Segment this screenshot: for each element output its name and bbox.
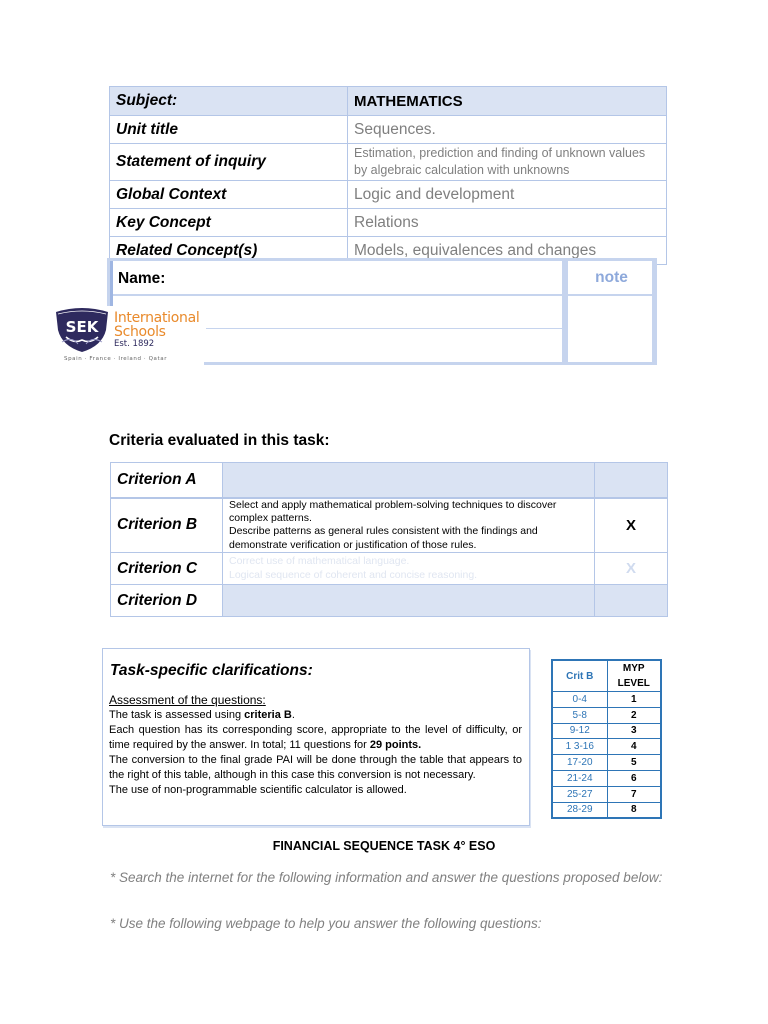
- score-range: 0-4: [552, 692, 607, 708]
- sek-international-schools-logo: [52, 306, 204, 368]
- calculator-paragraph: The use of non-programmable scientific calculator is allowed.: [109, 784, 407, 796]
- name-divider-line: [113, 294, 565, 296]
- related-concepts-value: Models, equivalences and changes: [348, 237, 667, 265]
- table-row: [552, 770, 661, 786]
- task-clarifications-title: Task-specific clarifications:: [110, 662, 313, 679]
- myp-level: 5: [607, 755, 661, 771]
- criterion-mark: X: [595, 498, 668, 553]
- key-concept-value: Relations: [348, 209, 667, 237]
- statement-of-inquiry-label: Statement of inquiry: [110, 144, 348, 181]
- crit-b-header: Crit B: [552, 660, 607, 692]
- sek-shield-icon: [52, 306, 112, 356]
- criterion-description-line: Describe patterns as general rules consistent with the findings and demonstrate verification or justification of those rules.: [229, 525, 538, 551]
- criterion-name: Criterion B: [111, 498, 223, 553]
- criterion-row: [111, 585, 668, 617]
- score-range: 17-20: [552, 755, 607, 771]
- criterion-description-line: Select and apply mathematical problem-solving techniques to discover complex patterns.: [229, 498, 557, 524]
- logo-text-established: Est. 1892: [114, 339, 155, 349]
- criterion-mark: X: [595, 553, 668, 585]
- unit-title-value: Sequences.: [348, 116, 667, 144]
- note-divider-line: [568, 294, 655, 296]
- criterion-description: [223, 553, 595, 585]
- assessment-heading: Assessment of the questions:: [109, 693, 266, 707]
- table-row: [552, 755, 661, 771]
- global-context-value: Logic and development: [348, 181, 667, 209]
- table-row: [552, 707, 661, 723]
- score-range: 5-8: [552, 707, 607, 723]
- global-context-label: Global Context: [110, 181, 348, 209]
- logo-text-international: International: [114, 310, 200, 326]
- criterion-row: [111, 498, 668, 553]
- table-row: [552, 786, 661, 802]
- criterion-name: Criterion C: [111, 553, 223, 585]
- myp-level: 4: [607, 739, 661, 755]
- score-range: 25-27: [552, 786, 607, 802]
- score-paragraph: Each question has its corresponding score, appropriate to the level of difficulty, or time required by the answer. In total; 11 questions for 29 points.: [109, 724, 522, 751]
- unit-title-label: Unit title: [110, 116, 348, 144]
- score-range: 9-12: [552, 723, 607, 739]
- myp-conversion-table: [551, 659, 662, 819]
- criteria-title: Criteria evaluated in this task:: [109, 432, 330, 449]
- myp-level: 3: [607, 723, 661, 739]
- criterion-mark: [595, 585, 668, 617]
- myp-level: 6: [607, 770, 661, 786]
- logo-text-schools: Schools: [114, 324, 166, 340]
- criterion-mark: [595, 463, 668, 498]
- note-label: note: [595, 269, 628, 286]
- myp-level-header: MYP LEVEL: [607, 660, 661, 692]
- table-row: [552, 739, 661, 755]
- score-range: 1 3-16: [552, 739, 607, 755]
- score-range: 28-29: [552, 802, 607, 818]
- criterion-description: [223, 463, 595, 498]
- name-label: Name:: [118, 270, 166, 287]
- criterion-description: [223, 498, 595, 553]
- task-clarifications-box: [102, 648, 530, 826]
- criterion-description-line: Logical sequence of coherent and concise reasoning.: [229, 568, 478, 581]
- criterion-name: Criterion D: [111, 585, 223, 617]
- subject-label: Subject:: [110, 87, 348, 116]
- logo-initials: SEK: [65, 318, 99, 336]
- criterion-row: [111, 463, 668, 498]
- myp-level: 8: [607, 802, 661, 818]
- myp-level: 1: [607, 692, 661, 708]
- myp-level: 2: [607, 707, 661, 723]
- score-range: 21-24: [552, 770, 607, 786]
- logo-text-countries: Spain · France · Ireland · Qatar: [64, 356, 168, 362]
- task-clarifications-body: [109, 693, 522, 798]
- conversion-paragraph: The conversion to the final grade PAI will be done through the table that appears to the right of this table, although in this case this conversion is not necessary.: [109, 754, 522, 781]
- table-row: [552, 723, 661, 739]
- table-row: [552, 692, 661, 708]
- statement-of-inquiry-value: Estimation, prediction and finding of unknown values by algebraic calculation with unknowns: [348, 144, 667, 181]
- financial-sequence-title: FINANCIAL SEQUENCE TASK 4° ESO: [272, 839, 496, 853]
- related-concepts-label: Related Concept(s): [110, 237, 348, 265]
- criterion-row: [111, 553, 668, 585]
- criterion-description: [223, 585, 595, 617]
- criterion-name: Criterion A: [111, 463, 223, 498]
- name-writing-line[interactable]: [206, 328, 565, 329]
- webpage-instruction: * Use the following webpage to help you answer the following questions:: [110, 916, 542, 931]
- criterion-description-line: Correct use of mathematical language.: [229, 555, 410, 568]
- unit-info-table: [109, 86, 667, 265]
- key-concept-label: Key Concept: [110, 209, 348, 237]
- criteria-paragraph: The task is assessed using criteria B.: [109, 709, 295, 721]
- subject-value: MATHEMATICS: [348, 87, 667, 116]
- search-instruction: * Search the internet for the following information and answer the questions proposed below:: [110, 870, 663, 885]
- myp-level: 7: [607, 786, 661, 802]
- table-row: [552, 802, 661, 818]
- criteria-table: [110, 462, 668, 617]
